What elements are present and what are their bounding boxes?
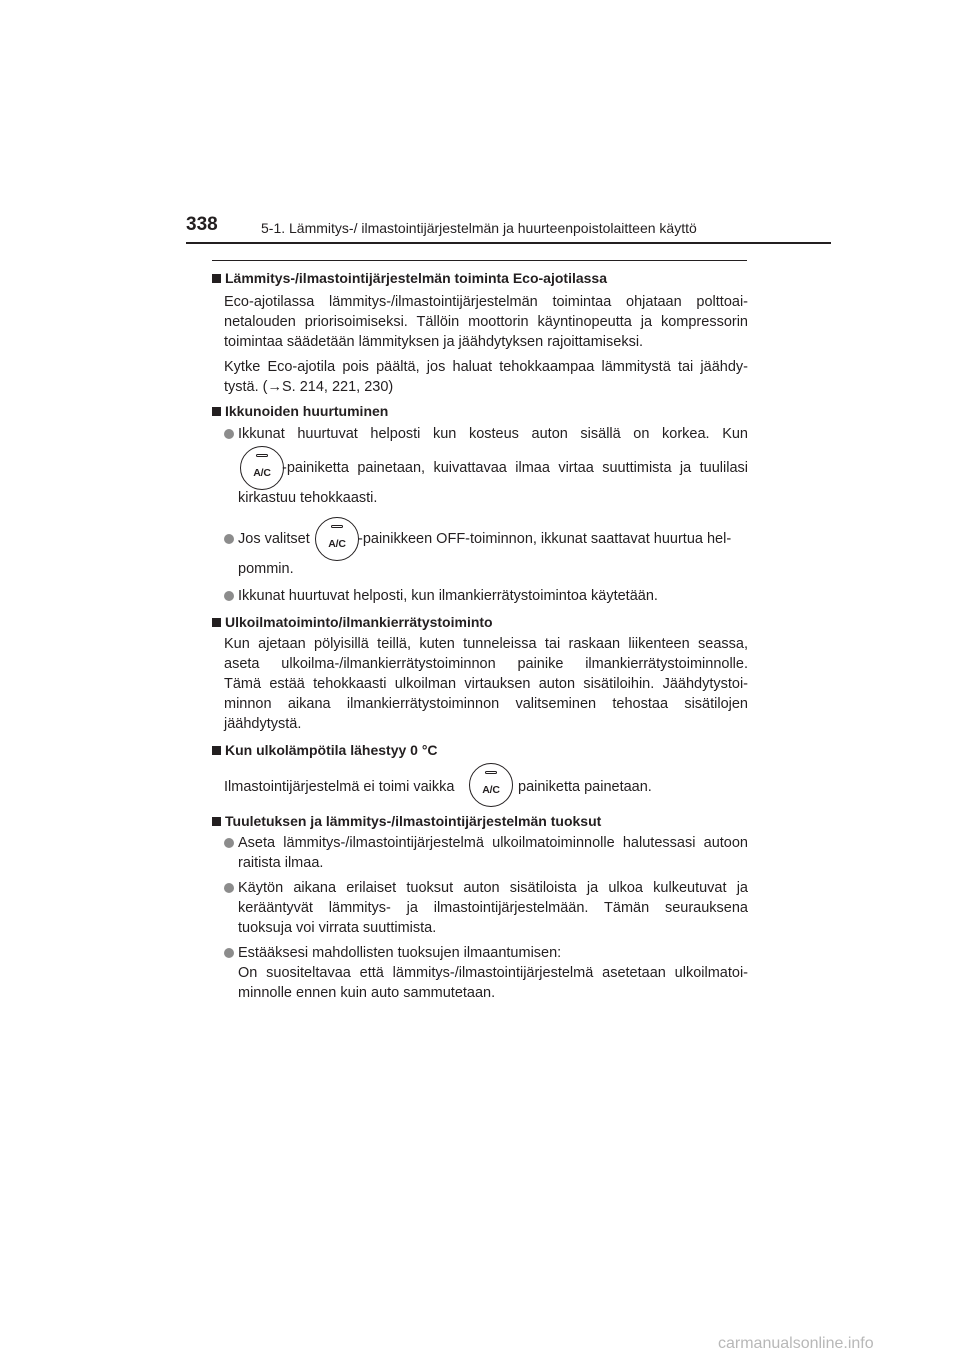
cold-text-pre: Ilmastointijärjestelmä ei toimi vaikka xyxy=(224,779,455,795)
section-marker-icon xyxy=(212,618,221,627)
section-title-recirculation: Ulkoilmatoiminto/ilmankierrätystoiminto xyxy=(212,612,493,633)
section-marker-icon xyxy=(212,746,221,755)
recirc-line-5: jäähdytystä. xyxy=(224,716,302,732)
ac-button-icon: A/C xyxy=(240,446,284,490)
bullet-icon xyxy=(224,534,234,544)
eco-line-2: netalouden priorisoimiseksi. Tällöin moottorin käyntinopeutta ja kompressorin xyxy=(224,314,748,330)
section-title-cold: Kun ulkolämpötila lähestyy 0 °C xyxy=(212,740,438,761)
eco-line-4: Kytke Eco-ajotila pois päältä, jos haluat tehokkaampaa lämmitystä tai jäähdy- xyxy=(224,359,748,375)
bullet-icon xyxy=(224,883,234,893)
fog-line-3: kirkastuu tehokkaasti. xyxy=(238,490,378,506)
section-title-odors: Tuuletuksen ja lämmitys-/ilmastointijärjestelmän tuoksut xyxy=(212,811,601,832)
bullet-icon xyxy=(224,429,234,439)
bullet-icon xyxy=(224,948,234,958)
recirc-line-3: Tämä estää tehokkaasti ulkoilman virtauksen auton sisätiloihin. Jäähdytystoi- xyxy=(224,676,748,692)
page-number: 338 xyxy=(186,214,218,235)
fog-line-2: -painiketta painetaan, kuivattavaa ilmaa virtaa suuttimista ja tuulilasi xyxy=(282,460,748,476)
eco-line-5: tystä. (→S. 214, 221, 230) xyxy=(224,379,394,395)
bullet-icon xyxy=(224,591,234,601)
fog-line-4: -painikkeen OFF-toiminnon, ikkunat saattavat huurtua hel- xyxy=(358,531,732,547)
header-rule xyxy=(186,242,831,244)
section-rule xyxy=(212,260,747,261)
fog-line-5: pommin. xyxy=(238,561,294,577)
eco-line-3: toimintaa säädetään lämmityksen ja jäähdytyksen rajoittamiseksi. xyxy=(224,334,644,350)
bullet-icon xyxy=(224,838,234,848)
section-title-eco: Lämmitys-/ilmastointijärjestelmän toiminta Eco-ajotilassa xyxy=(212,268,607,289)
cold-text-post: painiketta painetaan. xyxy=(518,779,652,795)
ac-button-icon: A/C xyxy=(469,763,513,807)
section-title-fog: Ikkunoiden huurtuminen xyxy=(212,401,388,422)
recirc-line-1: Kun ajetaan pölyisillä teillä, kuten tunneleissa tai raskaan liikenteen seassa, xyxy=(224,636,748,652)
section-marker-icon xyxy=(212,407,221,416)
eco-line-1: Eco-ajotilassa lämmitys-/ilmastointijärjestelmän toimintaa ohjataan polttoai- xyxy=(224,294,748,310)
section-marker-icon xyxy=(212,817,221,826)
chapter-title: 5-1. Lämmitys-/ ilmastointijärjestelmän ja huurteenpoistolaitteen käyttö xyxy=(261,220,697,236)
recirc-line-4: minnon aikana ilmankierrätystoiminnon valitseminen tehostaa sisätilojen xyxy=(224,696,748,712)
ac-button-icon: A/C xyxy=(315,517,359,561)
watermark: carmanualsonline.info xyxy=(718,1335,874,1352)
section-marker-icon xyxy=(212,274,221,283)
recirc-line-2: aseta ulkoilma-/ilmankierrätystoiminnon painike ilmankierrätystoiminnolle. xyxy=(224,656,748,672)
